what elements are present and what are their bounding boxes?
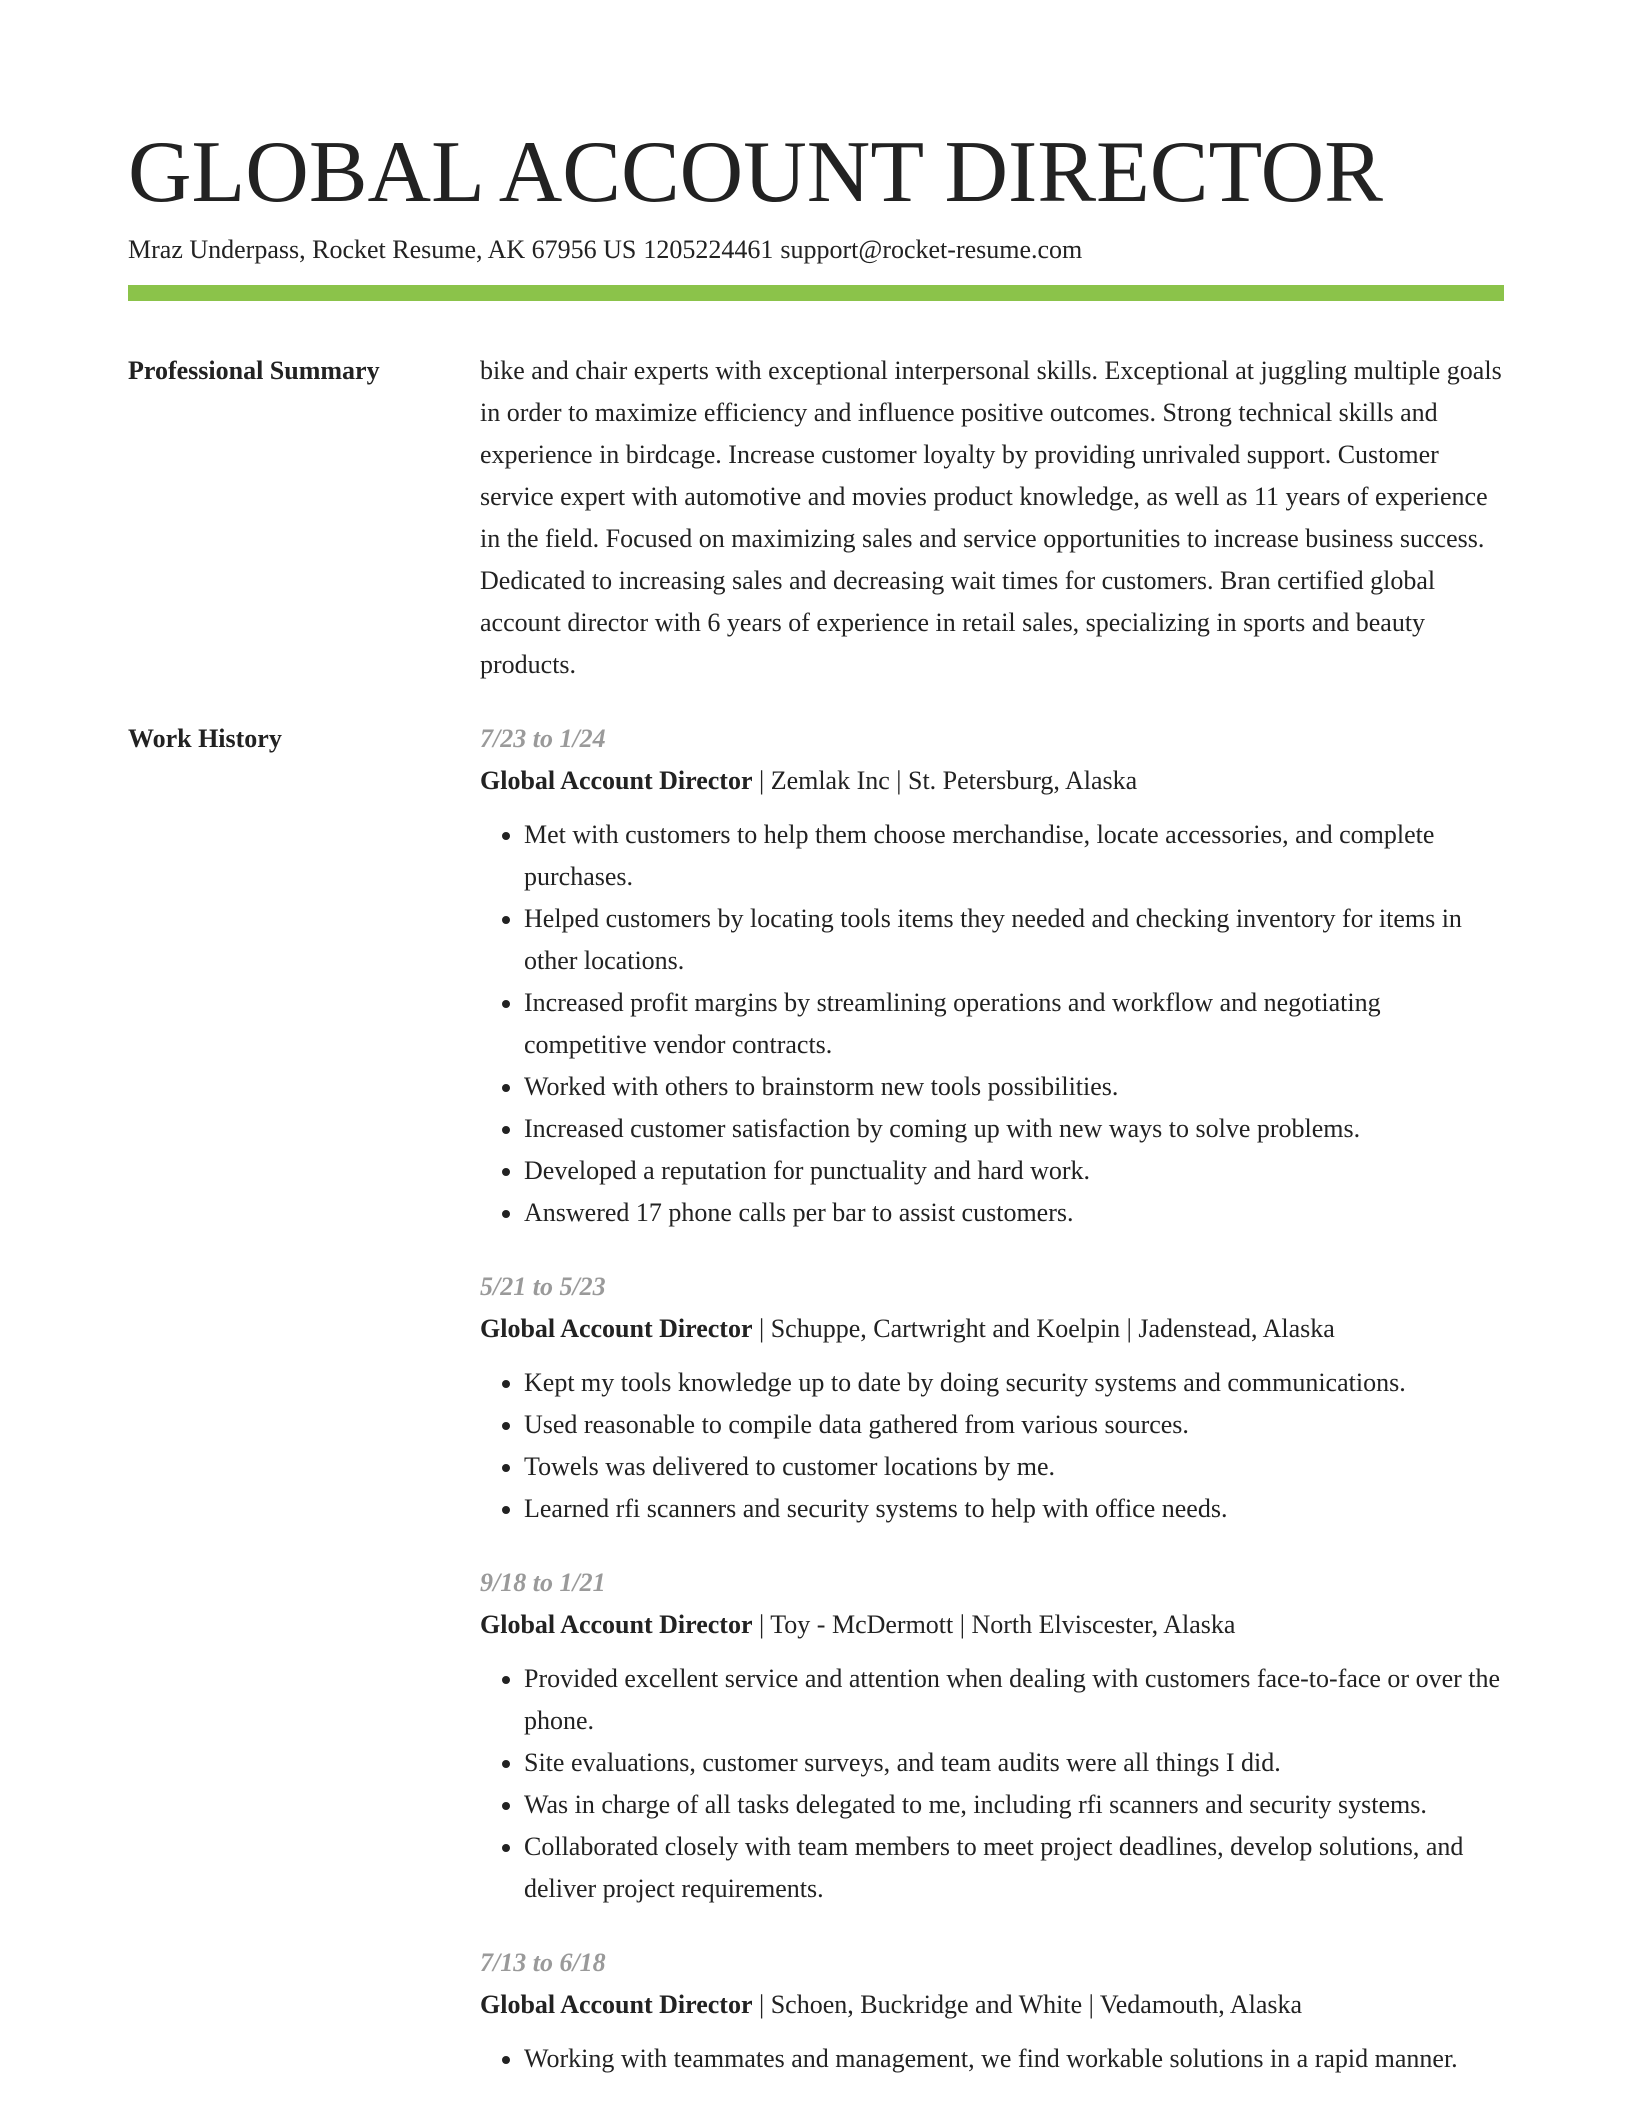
job-heading (480, 1308, 1504, 1350)
job-title: Global Account Director (480, 1990, 753, 2019)
job-dates: 7/13 to 6/18 (480, 1948, 606, 1977)
job-bullet: • Developed a reputation for punctuality and hard work. (524, 1150, 1504, 1192)
job-bullet: • Kept my tools knowledge up to date by doing security systems and communications. (524, 1362, 1504, 1404)
job-bullet-list (480, 1362, 1504, 1530)
section-title-work-history: Work History (128, 724, 282, 753)
job-bullet: • Increased profit margins by streamlining operations and workflow and negotiating competitive vendor contracts. (524, 982, 1504, 1066)
job-bullet: • Working with teammates and management, we find workable solutions in a rapid manner. (524, 2038, 1504, 2080)
job-bullet: • Learned rfi scanners and security systems to help with office needs. (524, 1488, 1504, 1530)
contact-email: support@rocket-resume.com (780, 235, 1083, 264)
job-bullet: • Increased customer satisfaction by coming up with new ways to solve problems. (524, 1108, 1504, 1150)
job-entry (480, 1562, 1504, 1910)
job-entry (480, 1942, 1504, 2080)
job-bullet: • Was in charge of all tasks delegated to me, including rfi scanners and security systems. (524, 1784, 1504, 1826)
job-title: Global Account Director (480, 766, 753, 795)
job-bullet: • Answered 17 phone calls per bar to assist customers. (524, 1192, 1504, 1234)
resume-title: GLOBAL ACCOUNT DIRECTOR (128, 124, 1383, 221)
job-bullet: • Towels was delivered to customer locations by me. (524, 1446, 1504, 1488)
job-employer-location: | Toy - McDermott | North Elviscester, Alaska (752, 1610, 1236, 1639)
job-heading (480, 760, 1504, 802)
accent-divider (128, 285, 1504, 301)
contact-line (128, 232, 1082, 268)
job-dates: 5/21 to 5/23 (480, 1272, 606, 1301)
job-heading (480, 1604, 1504, 1646)
job-entry (480, 1266, 1504, 1530)
job-bullet: • Worked with others to brainstorm new tools possibilities. (524, 1066, 1504, 1108)
job-bullet: • Site evaluations, customer surveys, and team audits were all things I did. (524, 1742, 1504, 1784)
job-bullet: • Met with customers to help them choose merchandise, locate accessories, and complete purchases. (524, 814, 1504, 898)
job-bullet: • Helped customers by locating tools items they needed and checking inventory for items in other locations. (524, 898, 1504, 982)
job-bullet: • Collaborated closely with team members to meet project deadlines, develop solutions, and deliver project requirements. (524, 1826, 1504, 1910)
job-employer-location: | Zemlak Inc | St. Petersburg, Alaska (752, 766, 1138, 795)
job-dates: 9/18 to 1/21 (480, 1568, 606, 1597)
job-list (480, 718, 1504, 2112)
job-employer-location: | Schoen, Buckridge and White | Vedamouth, Alaska (752, 1990, 1303, 2019)
contact-phone: 1205224461 (643, 235, 774, 264)
job-title: Global Account Director (480, 1314, 753, 1343)
contact-address: Mraz Underpass, Rocket Resume, AK 67956 US (128, 235, 637, 264)
job-employer-location: | Schuppe, Cartwright and Koelpin | Jadenstead, Alaska (752, 1314, 1335, 1343)
job-bullet-list (480, 1658, 1504, 1910)
section-title-summary: Professional Summary (128, 356, 380, 385)
summary-text: bike and chair experts with exceptional interpersonal skills. Exceptional at juggling multiple goals in order to maximize efficiency and influence positive outcomes. Strong technical skills and experience in birdcage. Increase customer loyalty by providing unrivaled support. Customer service expert with automotive and movies product knowledge, as well as 11 years of experience in the field. Focused on maximizing sales and service opportunities to increase business success. Dedicated to increasing sales and decreasing wait times for customers. Bran certified global account director with 6 years of experience in retail sales, specializing in sports and beauty products. (480, 356, 1502, 679)
job-title: Global Account Director (480, 1610, 753, 1639)
job-bullet-list (480, 814, 1504, 1234)
job-bullet-list (480, 2038, 1504, 2080)
job-heading (480, 1984, 1504, 2026)
job-bullet: • Provided excellent service and attention when dealing with customers face-to-face or over the phone. (524, 1658, 1504, 1742)
job-dates: 7/23 to 1/24 (480, 724, 606, 753)
job-entry (480, 718, 1504, 1234)
job-bullet: • Used reasonable to compile data gathered from various sources. (524, 1404, 1504, 1446)
